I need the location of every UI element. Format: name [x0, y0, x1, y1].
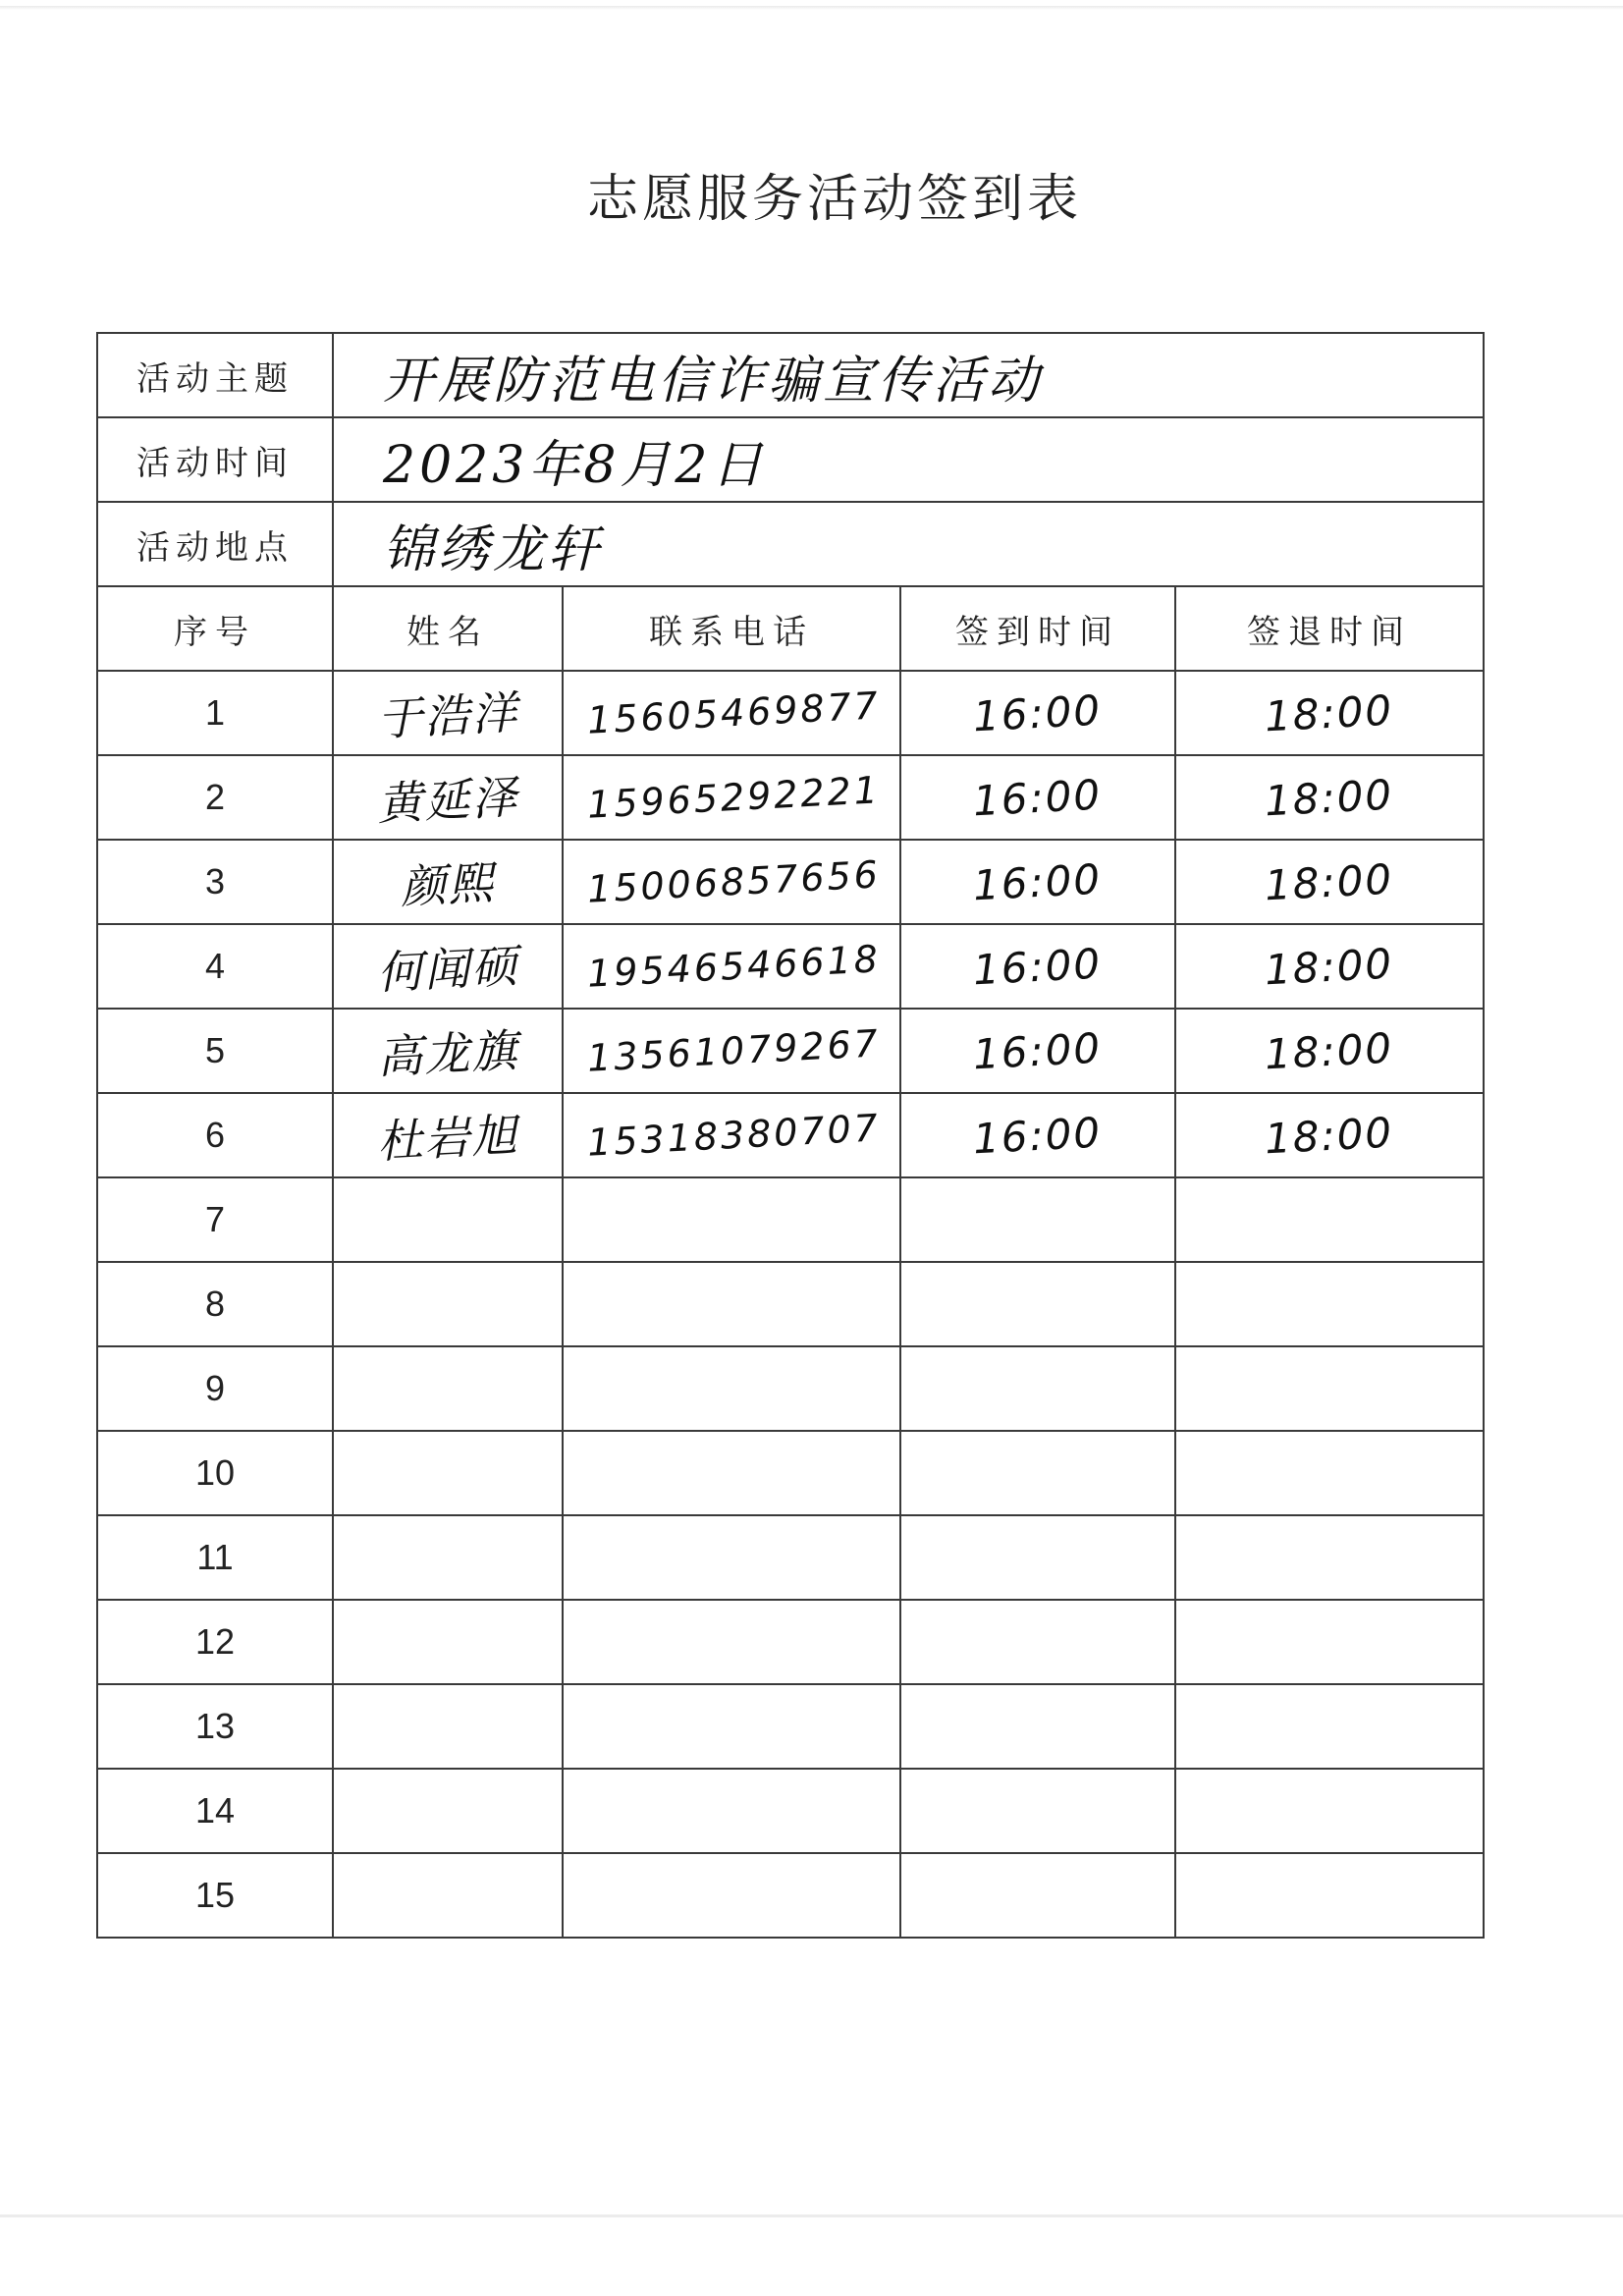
row-sign-out-text: 18:00: [1264, 939, 1395, 994]
table-row: [97, 1431, 1484, 1515]
row-seq: 5: [97, 1009, 333, 1093]
table-row: [97, 1262, 1484, 1346]
info-row-location: [97, 502, 1484, 586]
row-sign-in: [900, 755, 1175, 840]
col-header-phone: 联系电话: [563, 586, 900, 671]
row-sign-out: [1175, 1346, 1484, 1431]
header-row: [97, 586, 1484, 671]
time-label: 活动时间: [97, 417, 333, 502]
row-sign-in-text: 16:00: [972, 1108, 1104, 1163]
row-phone: [563, 1177, 900, 1262]
row-seq: 9: [97, 1346, 333, 1431]
table-row: [97, 1346, 1484, 1431]
row-sign-in: [900, 1769, 1175, 1853]
row-sign-out: [1175, 1009, 1484, 1093]
row-sign-in: [900, 1009, 1175, 1093]
row-name-text: 颜熙: [399, 855, 497, 914]
row-name: [333, 1093, 563, 1177]
row-phone-text: 19546546618: [586, 937, 882, 996]
table-row: [97, 755, 1484, 840]
col-header-seq: 序号: [97, 586, 333, 671]
time-value: 2023年8月2日: [333, 417, 1484, 502]
row-sign-out: [1175, 1853, 1484, 1938]
row-seq: 3: [97, 840, 333, 924]
row-sign-in: [900, 1093, 1175, 1177]
row-sign-in: [900, 1853, 1175, 1938]
table-row: [97, 924, 1484, 1009]
row-sign-in: [900, 1515, 1175, 1600]
table-row: [97, 1093, 1484, 1177]
row-name: [333, 1600, 563, 1684]
row-seq: 14: [97, 1769, 333, 1853]
row-name: [333, 1684, 563, 1769]
row-phone-text: 13561079267: [586, 1021, 882, 1080]
row-phone: [563, 1093, 900, 1177]
row-seq: 13: [97, 1684, 333, 1769]
row-phone: [563, 1600, 900, 1684]
row-sign-in-text: 16:00: [972, 854, 1104, 909]
row-name: [333, 1262, 563, 1346]
row-name: [333, 671, 563, 755]
row-phone: [563, 1262, 900, 1346]
row-sign-in: [900, 1177, 1175, 1262]
row-phone: [563, 1431, 900, 1515]
row-phone: [563, 1769, 900, 1853]
row-phone: [563, 1515, 900, 1600]
row-sign-out: [1175, 1515, 1484, 1600]
scan-edge-top: [0, 6, 1623, 10]
row-sign-out: [1175, 1177, 1484, 1262]
row-phone: [563, 1346, 900, 1431]
row-sign-out: [1175, 840, 1484, 924]
row-seq: 15: [97, 1853, 333, 1938]
row-phone: [563, 924, 900, 1009]
row-sign-out: [1175, 1093, 1484, 1177]
row-sign-in: [900, 1346, 1175, 1431]
info-row-time: [97, 417, 1484, 502]
row-phone-text: 15605469877: [586, 683, 882, 742]
sign-in-table: [96, 332, 1485, 1939]
theme-label: 活动主题: [97, 333, 333, 417]
table-row: [97, 1600, 1484, 1684]
row-name-text: 于浩洋: [375, 685, 520, 746]
row-sign-in: [900, 671, 1175, 755]
table-row: [97, 671, 1484, 755]
table-row: [97, 1515, 1484, 1600]
row-name: [333, 1431, 563, 1515]
row-seq: 7: [97, 1177, 333, 1262]
row-name: [333, 840, 563, 924]
row-phone-text: 15318380707: [586, 1106, 882, 1165]
table-row: [97, 1853, 1484, 1938]
row-sign-out-text: 18:00: [1264, 770, 1395, 825]
row-name: [333, 1346, 563, 1431]
row-sign-out: [1175, 671, 1484, 755]
row-name: [333, 1515, 563, 1600]
row-name-text: 杜岩旭: [375, 1108, 520, 1169]
row-phone: [563, 755, 900, 840]
row-phone: [563, 1009, 900, 1093]
row-sign-out-text: 18:00: [1264, 1108, 1395, 1163]
row-seq: 11: [97, 1515, 333, 1600]
row-sign-out-text: 18:00: [1264, 685, 1395, 740]
row-seq: 8: [97, 1262, 333, 1346]
row-phone: [563, 1684, 900, 1769]
row-name-text: 何闻硕: [375, 939, 520, 1000]
row-name: [333, 1177, 563, 1262]
row-sign-out-text: 18:00: [1264, 1023, 1395, 1078]
location-value: 锦绣龙轩: [333, 502, 1484, 586]
row-sign-in: [900, 1684, 1175, 1769]
info-row-theme: [97, 333, 1484, 417]
row-sign-in-text: 16:00: [972, 770, 1104, 825]
row-sign-in: [900, 1431, 1175, 1515]
row-name: [333, 1009, 563, 1093]
row-phone: [563, 671, 900, 755]
row-name: [333, 1853, 563, 1938]
row-sign-out: [1175, 1431, 1484, 1515]
row-seq: 12: [97, 1600, 333, 1684]
row-seq: 4: [97, 924, 333, 1009]
row-sign-in: [900, 924, 1175, 1009]
scan-edge-bottom: [0, 2214, 1623, 2217]
col-header-name: 姓名: [333, 586, 563, 671]
row-sign-in: [900, 840, 1175, 924]
row-phone-text: 15965292221: [586, 768, 882, 827]
row-sign-out: [1175, 1600, 1484, 1684]
row-name-text: 黄延泽: [375, 770, 520, 831]
table-row: [97, 1769, 1484, 1853]
page-title: 志愿服务活动签到表: [586, 170, 1082, 229]
row-sign-in-text: 16:00: [972, 685, 1104, 740]
row-name-text: 高龙旗: [375, 1023, 520, 1084]
location-label: 活动地点: [97, 502, 333, 586]
row-sign-in-text: 16:00: [972, 939, 1104, 994]
table-row: [97, 1009, 1484, 1093]
row-phone: [563, 1853, 900, 1938]
row-seq: 10: [97, 1431, 333, 1515]
col-header-sign-in: 签到时间: [900, 586, 1175, 671]
row-sign-in-text: 16:00: [972, 1023, 1104, 1078]
row-sign-out: [1175, 755, 1484, 840]
row-name: [333, 755, 563, 840]
row-sign-out: [1175, 924, 1484, 1009]
row-sign-in: [900, 1600, 1175, 1684]
col-header-sign-out: 签退时间: [1175, 586, 1484, 671]
table-row: [97, 840, 1484, 924]
row-name: [333, 1769, 563, 1853]
row-seq: 2: [97, 755, 333, 840]
row-sign-out: [1175, 1769, 1484, 1853]
table-row: [97, 1177, 1484, 1262]
table-row: [97, 1684, 1484, 1769]
row-sign-out: [1175, 1262, 1484, 1346]
row-seq: 1: [97, 671, 333, 755]
row-sign-out: [1175, 1684, 1484, 1769]
row-sign-in: [900, 1262, 1175, 1346]
row-seq: 6: [97, 1093, 333, 1177]
row-sign-out-text: 18:00: [1264, 854, 1395, 909]
row-phone: [563, 840, 900, 924]
row-name: [333, 924, 563, 1009]
row-phone-text: 15006857656: [586, 852, 882, 911]
theme-value: 开展防范电信诈骗宣传活动: [333, 333, 1484, 417]
